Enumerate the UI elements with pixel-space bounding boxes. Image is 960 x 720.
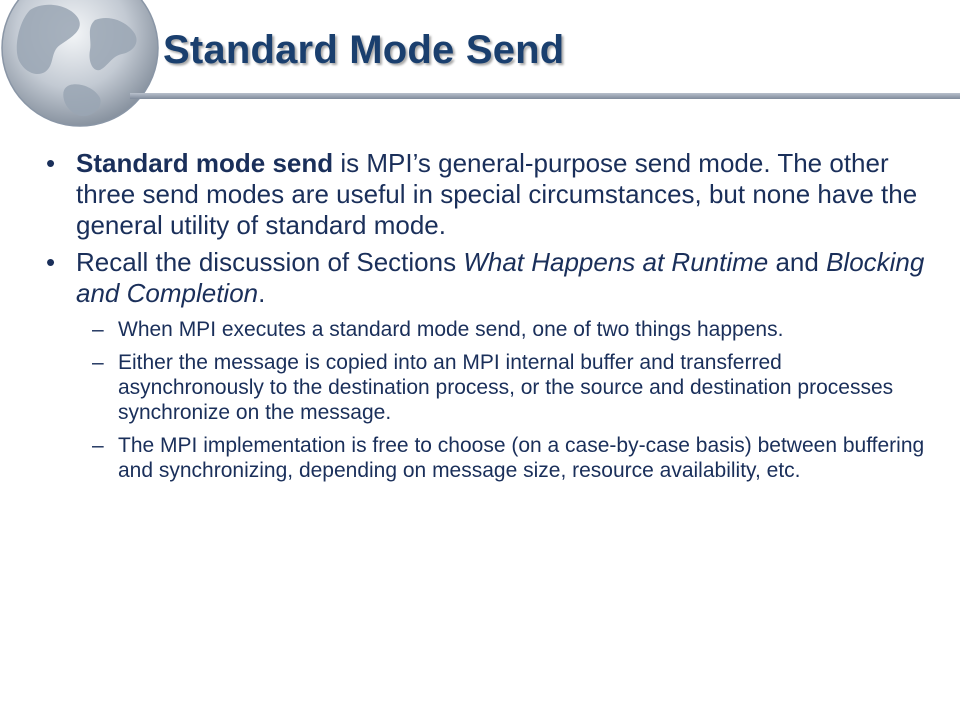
slide-title: Standard Mode Send [163,28,565,72]
sub-bullet-mark: – [92,351,104,374]
bullet-1-bold-lead: Standard mode send [76,148,334,178]
sub-bullet-mark: – [92,318,104,341]
sub-bullet-3 [46,433,926,483]
sub-bullet-1-text: When MPI executes a standard mode send, one of two things happens. [118,318,784,341]
bullet-1 [46,148,926,241]
sub-bullet-3-text: The MPI implementation is free to choose (on a case-by-case basis) between buffering and synchronizing, depending on message size, resource availability, etc. [118,434,925,482]
bullet-1-text: is MPI’s general-purpose send mode. The other three send modes are useful in special circumstances, but none have the general utility of standard mode. [76,148,918,240]
bullet-mark: • [46,148,56,178]
sub-bullet-2 [46,350,926,425]
bullet-2-text-a: Recall the discussion of Sections [76,247,464,277]
bullet-2-text-c: . [258,278,266,308]
sub-bullet-list [46,317,926,483]
bullet-2-section-ref-1: What Happens at Runtime [463,247,769,277]
bullet-2-section-ref-2: Blocking and Completion [76,247,925,308]
sub-bullet-1 [46,317,926,342]
sub-bullet-mark: – [92,434,104,457]
bullet-2-text-b: and [768,247,827,277]
slide-body [46,148,926,491]
title-divider [130,93,960,99]
sub-bullet-2-text: Either the message is copied into an MPI internal buffer and transferred asynchronously to the destination process, or the source and destination processes synchronize on the message. [118,351,894,424]
bullet-2 [46,247,926,309]
bullet-mark: • [46,247,56,277]
